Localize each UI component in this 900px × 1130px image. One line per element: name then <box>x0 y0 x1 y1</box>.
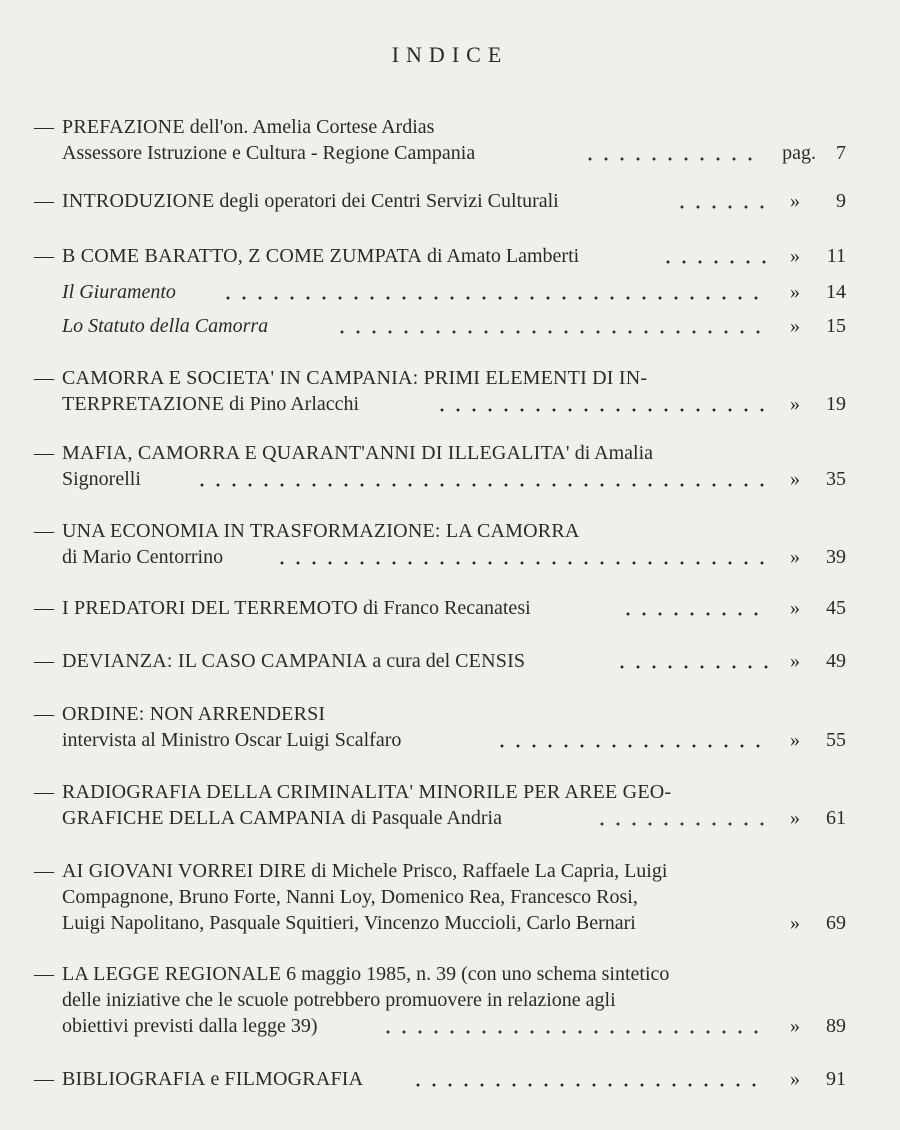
page-title: INDICE <box>391 42 509 67</box>
entry-title-italic: Il Giuramento <box>62 281 176 303</box>
entry-title-caps-2: FILMOGRAFIA <box>224 1068 364 1090</box>
continuation-mark: » <box>790 729 800 751</box>
entry-dash: — <box>34 781 54 803</box>
entry-title-rest: di Amato Lamberti <box>422 245 580 267</box>
entry-title-caps: INTRODUZIONE <box>62 190 215 212</box>
leader-dots <box>660 259 768 265</box>
toc-entry-bibliografia <box>34 1066 846 1092</box>
toc-entry-legge-regionale <box>34 961 846 1039</box>
leader-dots <box>614 664 768 670</box>
toc-entry-introduzione <box>34 188 846 214</box>
toc-entry-ai-giovani <box>34 858 846 936</box>
entry-subtitle-line2: delle iniziative che le scuole potrebbero promuovere in relazione agli <box>62 989 616 1011</box>
entry-dash: — <box>34 116 54 138</box>
leader-dots <box>220 295 768 301</box>
entry-title-caps: TERPRETAZIONE <box>62 393 225 415</box>
entry-authors-line2: Compagnone, Bruno Forte, Nanni Loy, Domenico Rea, Francesco Rosi, <box>62 886 638 908</box>
toc-entry-b-come-baratto <box>34 243 846 269</box>
continuation-mark: » <box>790 190 800 212</box>
leader-dots <box>620 611 768 617</box>
page-number: 91 <box>826 1068 846 1090</box>
entry-title-italic: Lo Statuto della Camorra <box>62 315 269 337</box>
leader-dots <box>674 204 768 210</box>
entry-dash: — <box>34 597 54 619</box>
entry-title-rest: 6 maggio 1985, n. 39 (con uno schema sintetico <box>281 963 670 985</box>
entry-dash: — <box>34 367 54 389</box>
continuation-mark: » <box>790 245 800 267</box>
entry-title-rest: di Franco Recanatesi <box>357 597 531 619</box>
entry-title-caps-2: CENSIS <box>455 650 526 672</box>
leader-dots <box>334 329 768 335</box>
entry-subtitle: Assessore Istruzione e Cultura - Regione Campania <box>62 142 476 164</box>
page-number: 19 <box>826 393 846 415</box>
entry-title-line1: ORDINE: NON ARRENDERSI <box>62 703 326 725</box>
page-number: 7 <box>836 142 846 164</box>
entry-title-mid: a cura del <box>367 650 456 672</box>
entry-title-caps: AI GIOVANI VORREI DIRE <box>62 860 307 882</box>
page-number: 69 <box>826 912 846 934</box>
continuation-mark: » <box>790 912 800 934</box>
toc-entry-predatori <box>34 595 846 621</box>
entry-subtitle: Signorelli <box>62 468 141 490</box>
entry-subtitle-line3: obiettivi previsti dalla legge 39) <box>62 1015 318 1037</box>
entry-subtitle: intervista al Ministro Oscar Luigi Scalfaro <box>62 729 402 751</box>
toc-entry-camorra-e-societa <box>34 365 846 417</box>
entry-dash: — <box>34 442 54 464</box>
entry-dash: — <box>34 650 54 672</box>
page-number: 45 <box>826 597 846 619</box>
entry-title-line1: CAMORRA E SOCIETA' IN CAMPANIA: PRIMI ELEMENTI DI IN- <box>62 367 648 389</box>
entry-title-caps: LA LEGGE REGIONALE <box>62 963 282 985</box>
leader-dots <box>594 821 768 827</box>
entry-dash: — <box>34 245 54 267</box>
entry-dash: — <box>34 520 54 542</box>
entry-title-mid: e <box>205 1068 225 1090</box>
continuation-mark: » <box>790 393 800 415</box>
toc-subentry-giuramento <box>34 279 846 305</box>
toc-entry-ordine <box>34 701 846 753</box>
leader-dots <box>434 407 768 413</box>
leader-dots <box>274 560 768 566</box>
page-number: 9 <box>836 190 846 212</box>
continuation-mark: » <box>790 807 800 829</box>
entry-title-rest: degli operatori dei Centri Servizi Culturali <box>214 190 559 212</box>
entry-title-line1: UNA ECONOMIA IN TRASFORMAZIONE: LA CAMORRA <box>62 520 580 542</box>
page-number: 55 <box>826 729 846 751</box>
page-number: 35 <box>826 468 846 490</box>
leader-dots <box>494 743 768 749</box>
leader-dots <box>410 1082 768 1088</box>
entry-title-rest: dell'on. Amelia Cortese Ardias <box>184 116 435 138</box>
page-number: 15 <box>826 315 846 337</box>
toc-entry-devianza <box>34 648 846 674</box>
toc-entry-mafia-camorra <box>34 440 846 492</box>
toc-entry-prefazione <box>34 114 846 166</box>
page-number: 49 <box>826 650 846 672</box>
page-number: 11 <box>826 245 846 267</box>
continuation-mark: » <box>790 546 800 568</box>
entry-title-rest: di Pasquale Andria <box>345 807 502 829</box>
leader-dots <box>582 156 758 162</box>
entry-title-rest: di Amalia <box>569 442 654 464</box>
entry-title-line1: RADIOGRAFIA DELLA CRIMINALITA' MINORILE PER AREE GEO- <box>62 781 672 803</box>
leader-dots <box>380 1029 768 1035</box>
entry-title-caps: I PREDATORI DEL TERREMOTO <box>62 597 358 619</box>
toc-entry-radiografia <box>34 779 846 831</box>
entry-dash: — <box>34 860 54 882</box>
entry-dash: — <box>34 1068 54 1090</box>
entry-dash: — <box>34 963 54 985</box>
continuation-mark: » <box>790 1015 800 1037</box>
entry-title-caps: GRAFICHE DELLA CAMPANIA <box>62 807 346 829</box>
leader-dots <box>194 482 768 488</box>
page-number: 89 <box>826 1015 846 1037</box>
entry-title-caps: PREFAZIONE <box>62 116 185 138</box>
pag-label: pag. <box>782 142 816 164</box>
entry-title-rest: di Pino Arlacchi <box>224 393 360 415</box>
entry-title-caps: BIBLIOGRAFIA <box>62 1068 206 1090</box>
continuation-mark: » <box>790 315 800 337</box>
toc-subentry-statuto <box>34 313 846 339</box>
continuation-mark: » <box>790 468 800 490</box>
page-number: 14 <box>826 281 846 303</box>
entry-title-caps: MAFIA, CAMORRA E QUARANT'ANNI DI ILLEGALITA' <box>62 442 570 464</box>
entry-title-caps: B COME BARATTO, Z COME ZUMPATA <box>62 245 423 267</box>
continuation-mark: » <box>790 281 800 303</box>
entry-title-caps: DEVIANZA: IL CASO CAMPANIA <box>62 650 368 672</box>
page-number: 39 <box>826 546 846 568</box>
entry-authors-line3: Luigi Napolitano, Pasquale Squitieri, Vincenzo Muccioli, Carlo Bernari <box>62 912 636 934</box>
page-number: 61 <box>826 807 846 829</box>
entry-dash: — <box>34 190 54 212</box>
continuation-mark: » <box>790 1068 800 1090</box>
continuation-mark: » <box>790 650 800 672</box>
toc-entry-una-economia <box>34 518 846 570</box>
entry-subtitle: di Mario Centorrino <box>62 546 224 568</box>
continuation-mark: » <box>790 597 800 619</box>
entry-dash: — <box>34 703 54 725</box>
entry-title-rest: di Michele Prisco, Raffaele La Capria, Luigi <box>306 860 668 882</box>
